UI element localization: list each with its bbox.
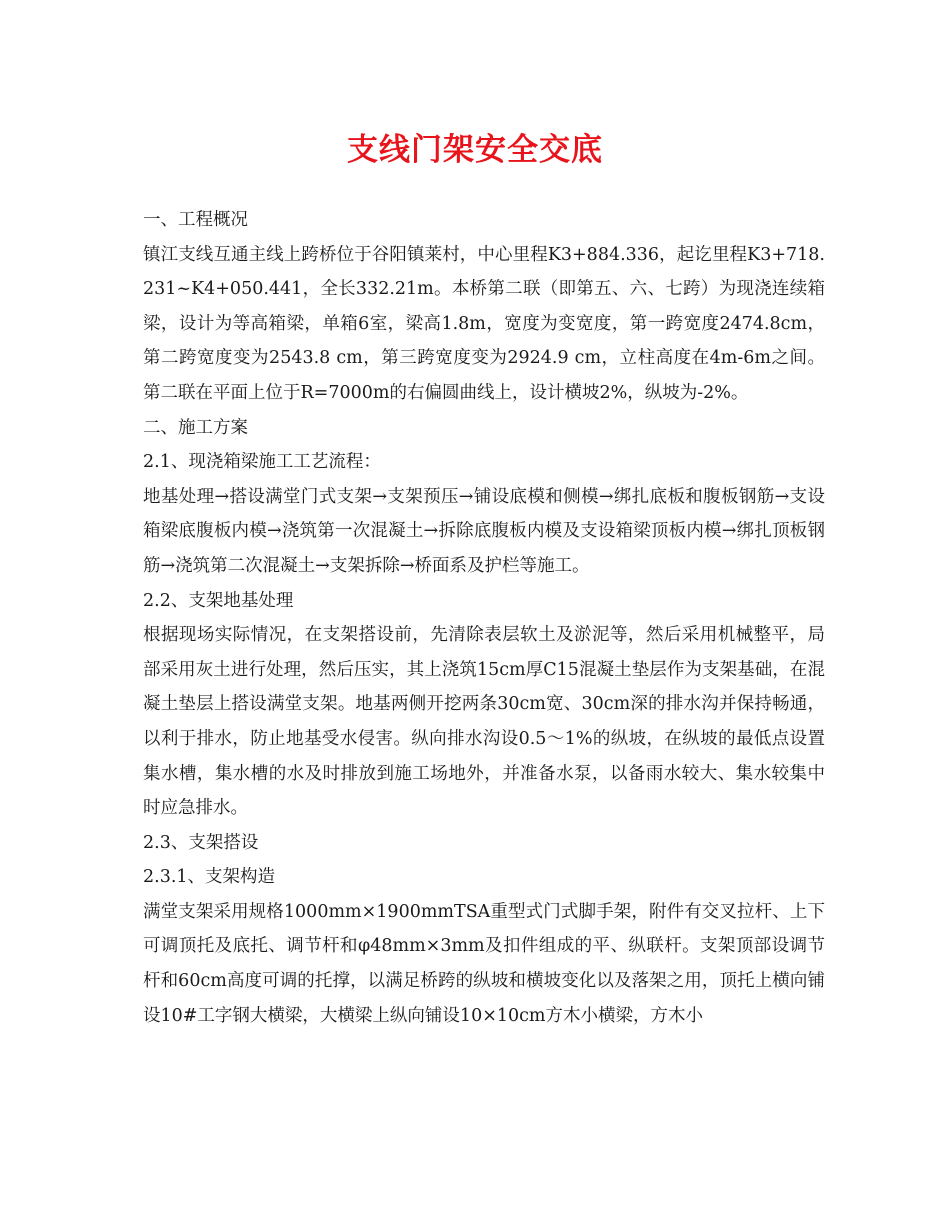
paragraph-structure: 满堂支架采用规格1000mm×1900mmTSA重型式门式脚手架，附件有交叉拉杆、上下可调顶托及底托、调节杆和φ48mm×3mm及扣件组成的平、纵联杆。支架顶部设调节杆和60cm高度可调的托撑，以满足桥跨的纵坡和横坡变化以及落架之用，顶托上横向铺设10#工字钢大横梁，大横梁上纵向铺设10×10cm方木小横梁，方木小 (143, 901, 825, 1026)
document-title: 支线门架安全交底 (347, 132, 603, 168)
subheading-structure: 2.3.1、支架构造 (143, 867, 276, 888)
paragraph-process: 地基处理→搭设满堂门式支架→支架预压→铺设底模和侧模→绑扎底板和腹板钢筋→支设箱梁底腹板内模→浇筑第一次混凝土→拆除底腹板内模及支设箱梁顶板内模→绑扎顶板钢筋→浇筑第二次混凝土→支架拆除→桥面系及护栏等施工。 (143, 486, 825, 576)
section-heading-overview: 一、工程概况 (143, 210, 248, 230)
paragraph-foundation: 根据现场实际情况，在支架搭设前，先清除表层软土及淤泥等，然后采用机械整平，局部采用灰土进行处理，然后压实，其上浇筑15cm厚C15混凝土垫层作为支架基础，在混凝土垫层上搭设满堂支架。地基两侧开挖两条30cm宽、30cm深的排水沟并保持畅通，以利于排水，防止地基受水侵害。纵向排水沟设0.5～1%的纵坡，在纵坡的最低点设置集水槽，集水槽的水及时排放到施工场地外，并准备水泵，以备雨水较大、集水较集中时应急排水。 (143, 625, 825, 819)
subheading-process: 2.1、现浇箱梁施工工艺流程： (143, 452, 381, 473)
section-heading-plan: 二、施工方案 (143, 417, 248, 438)
paragraph-overview: 镇江支线互通主线上跨桥位于谷阳镇莱村，中心里程K3+884.336，起讫里程K3+718.231~K4+050.441，全长332.21m。本桥第二联（即第五、六、七跨）为现浇连续箱梁，设计为等高箱梁，单箱6室，梁高1.8m，宽度为变宽度，第一跨宽度2474.8cm，第二跨宽度变为2543.8 cm，第三跨宽度变为2924.9 cm，立柱高度在4m-6m之间。第二联在平面上位于R=7000m的右偏圆曲线上，设计横坡2%，纵坡为-2%。 (143, 244, 825, 403)
subheading-erection: 2.3、支架搭设 (143, 832, 259, 853)
document-body (143, 203, 825, 1033)
subheading-foundation: 2.2、支架地基处理 (143, 590, 294, 611)
